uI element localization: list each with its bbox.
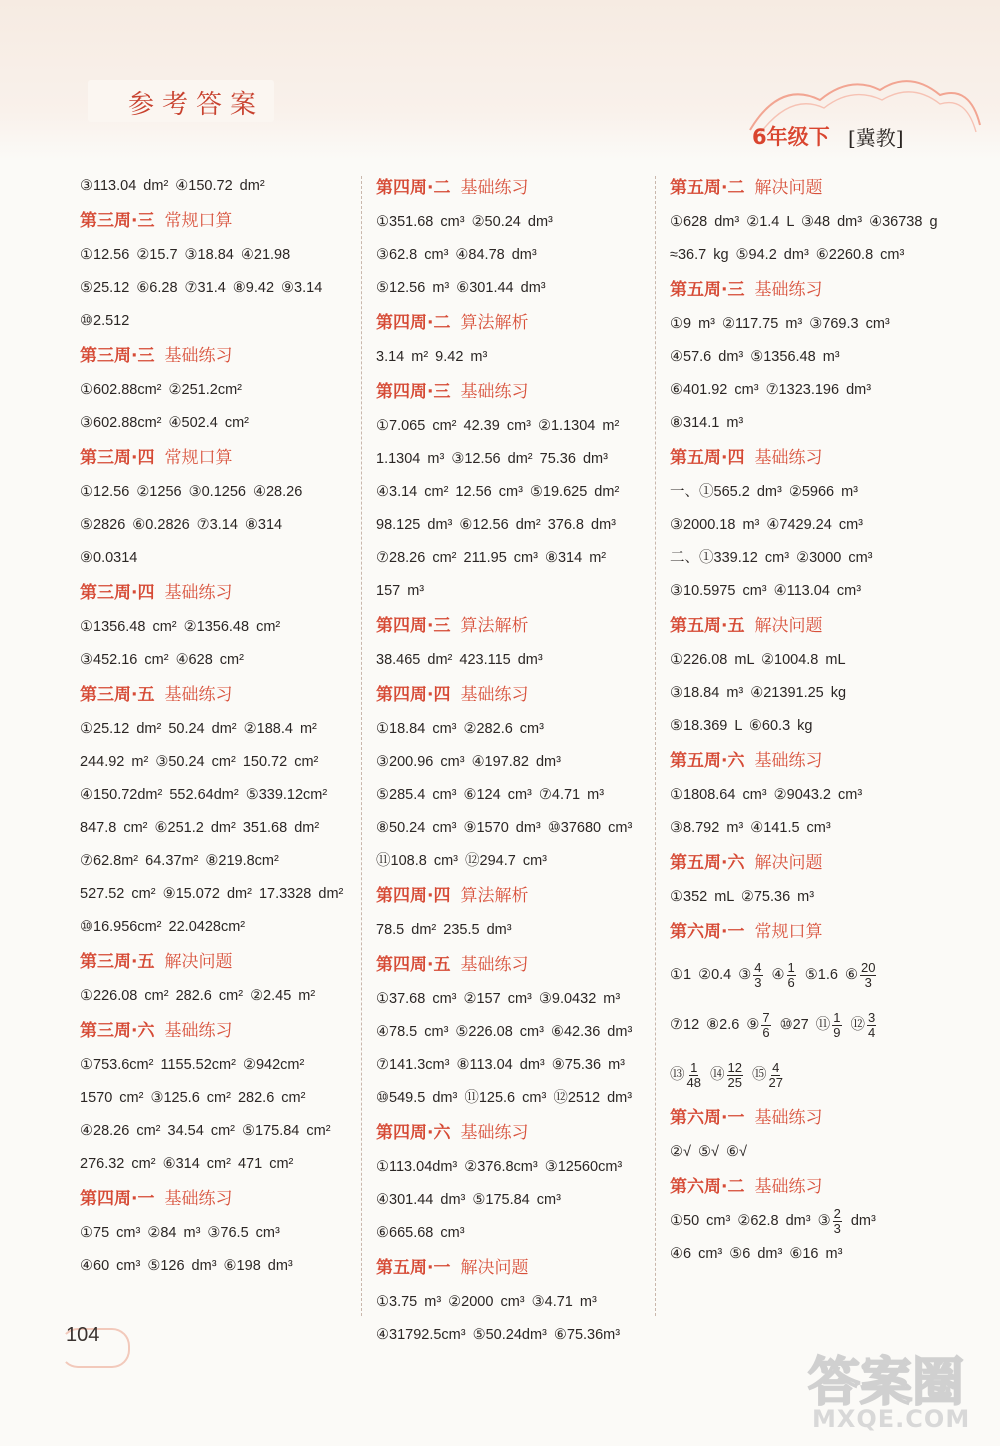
- answer-line: [80, 509, 365, 542]
- answer-text: ③62.8 cm³ ④84.78 dm³: [376, 247, 537, 263]
- section-title: [670, 743, 955, 779]
- answer-text: ①351.68 cm³ ②50.24 dm³: [376, 214, 553, 230]
- answer-section: [376, 374, 661, 608]
- answer-text: ⑫: [843, 1017, 866, 1033]
- section-week: 第三周·五: [80, 952, 155, 972]
- fraction-denominator: 9: [833, 1024, 841, 1040]
- answer-line: [670, 1136, 955, 1169]
- answer-section: [80, 677, 365, 944]
- answer-line: [80, 170, 365, 203]
- section-week: 第四周·三: [376, 616, 451, 636]
- section-week: 第五周·五: [670, 616, 745, 636]
- answer-section: [80, 1181, 365, 1283]
- answer-line: [376, 914, 661, 947]
- fraction: [753, 961, 762, 990]
- answer-text: ⑮: [744, 1067, 767, 1083]
- fraction-denominator: 6: [787, 974, 795, 990]
- page-number: 104: [66, 1324, 100, 1346]
- answer-line: [80, 878, 365, 911]
- watermark-text: 答案圈: [808, 1353, 965, 1413]
- answer-line: [376, 1184, 661, 1217]
- section-kind: 基础练习: [754, 751, 823, 771]
- answer-line: [670, 881, 955, 914]
- answer-line: [376, 272, 661, 305]
- answer-text: ③452.16 cm² ④628 cm²: [80, 652, 244, 668]
- answer-line: [80, 374, 365, 407]
- answer-text: ④6 cm³ ⑤6 dm³ ⑥16 m³: [670, 1246, 843, 1262]
- answer-text: ⑨0.0314: [80, 550, 138, 566]
- fraction-denominator: 3: [864, 974, 872, 990]
- section-title: [670, 608, 955, 644]
- fraction-denominator: 27: [768, 1074, 783, 1090]
- answer-text: ⑧50.24 cm³ ⑨1570 dm³ ⑩37680 cm³: [376, 820, 633, 836]
- answer-line: [376, 1016, 661, 1049]
- section-title: [80, 338, 365, 374]
- section-kind: 常规口算: [754, 922, 823, 942]
- answer-line: [376, 476, 661, 509]
- answer-line: [376, 239, 661, 272]
- section-kind: 基础练习: [164, 1021, 233, 1041]
- answer-line: [80, 476, 365, 509]
- answer-section: [670, 743, 955, 845]
- section-title: [80, 677, 365, 713]
- section-title: [376, 878, 661, 914]
- answer-text: 847.8 cm² ⑥251.2 dm² 351.68 dm²: [80, 820, 320, 836]
- answer-text: 78.5 dm² 235.5 dm³: [376, 922, 512, 938]
- section-title: [80, 1013, 365, 1049]
- answer-line: [80, 779, 365, 812]
- answer-text: ≈36.7 kg ⑤94.2 dm³ ⑥2260.8 cm³: [670, 247, 905, 263]
- answer-text: ①18.84 cm³ ②282.6 cm³: [376, 721, 544, 737]
- answer-line: [376, 542, 661, 575]
- section-kind: 基础练习: [754, 448, 823, 468]
- answer-line: [376, 509, 661, 542]
- section-kind: 基础练习: [754, 280, 823, 300]
- answer-line: [376, 779, 661, 812]
- answer-line: [376, 206, 661, 239]
- answer-text: ⑧314.1 m³: [670, 415, 744, 431]
- section-title: [376, 1115, 661, 1151]
- section-kind: 常规口算: [164, 448, 233, 468]
- section-title: [376, 947, 661, 983]
- section-week: 第三周·三: [80, 346, 155, 366]
- answer-text: ⑭: [702, 1067, 725, 1083]
- section-title: [80, 944, 365, 980]
- answer-line: [376, 1319, 661, 1352]
- answer-text: ①113.04dm³ ②376.8cm³ ③12560cm³: [376, 1159, 623, 1175]
- answer-text: ①12.56 ②15.7 ③18.84 ④21.98: [80, 247, 291, 263]
- section-title: [670, 1169, 955, 1205]
- answer-column-2: [376, 170, 661, 1352]
- section-week: 第四周·三: [376, 382, 451, 402]
- answer-section: [80, 338, 365, 440]
- answer-text: ①1808.64 cm³ ②9043.2 cm³: [670, 787, 863, 803]
- section-week: 第四周·二: [376, 313, 451, 333]
- answer-text: ③602.88cm² ④502.4 cm²: [80, 415, 250, 431]
- section-title: [376, 374, 661, 410]
- section-title: [670, 1100, 955, 1136]
- answer-text: ⑤2826 ⑥0.2826 ⑦3.14 ⑧314: [80, 517, 283, 533]
- answer-line: [80, 644, 365, 677]
- answer-text: ①753.6cm² 1155.52cm² ②942cm²: [80, 1057, 305, 1073]
- section-week: 第四周·一: [80, 1189, 155, 1209]
- fraction-denominator: 3: [833, 1220, 841, 1236]
- answer-text: ③113.04 dm² ④150.72 dm²: [80, 178, 265, 194]
- answer-text: ①226.08 mL ②1004.8 mL: [670, 652, 846, 668]
- answer-line: [376, 1217, 661, 1250]
- answer-text: ③200.96 cm³ ④197.82 dm³: [376, 754, 561, 770]
- section-kind: 常规口算: [164, 211, 233, 231]
- answer-section: [80, 944, 365, 1013]
- answer-text: ①352 mL ②75.36 m³: [670, 889, 815, 905]
- section-title: [80, 575, 365, 611]
- fraction-denominator: 48: [686, 1074, 701, 1090]
- answer-line: [80, 1049, 365, 1082]
- answer-line: [80, 239, 365, 272]
- answer-line: [670, 239, 955, 272]
- answer-section: [376, 947, 661, 1115]
- answer-line: [376, 812, 661, 845]
- section-week: 第六周·一: [670, 922, 745, 942]
- section-week: 第六周·一: [670, 1108, 745, 1128]
- answer-text: ①1356.48 cm² ②1356.48 cm²: [80, 619, 281, 635]
- answer-line: [80, 812, 365, 845]
- answer-section: [670, 914, 955, 1100]
- answer-line: [376, 845, 661, 878]
- section-kind: 解决问题: [754, 178, 823, 198]
- answer-line: [80, 1115, 365, 1148]
- section-kind: 基础练习: [460, 955, 529, 975]
- answer-text: ⑦141.3cm³ ⑧113.04 dm³ ⑨75.36 m³: [376, 1057, 625, 1073]
- answer-section: [670, 440, 955, 608]
- fraction-denominator: 25: [727, 1074, 742, 1090]
- answer-text: ①25.12 dm² 50.24 dm² ②188.4 m²: [80, 721, 317, 737]
- answer-line: [670, 1205, 955, 1238]
- watermark-url: MXQE.COM: [812, 1405, 971, 1433]
- answer-text: ⑩549.5 dm³ ⑪125.6 cm³ ⑫2512 dm³: [376, 1090, 633, 1106]
- answer-line: [376, 443, 661, 476]
- answer-line: [670, 476, 955, 509]
- section-kind: 基础练习: [164, 346, 233, 366]
- section-kind: 解决问题: [164, 952, 233, 972]
- answer-text: ④57.6 dm³ ⑤1356.48 m³: [670, 349, 840, 365]
- answer-text: ④3.14 cm² 12.56 cm³ ⑤19.625 dm²: [376, 484, 620, 500]
- answer-text: 3.14 m² 9.42 m³: [376, 349, 488, 365]
- section-week: 第三周·四: [80, 583, 155, 603]
- fraction: [833, 1207, 842, 1236]
- answer-text: ①3.75 m³ ②2000 cm³ ③4.71 m³: [376, 1294, 597, 1310]
- answer-text: ①37.68 cm³ ②157 cm³ ③9.0432 m³: [376, 991, 621, 1007]
- answer-line: [80, 713, 365, 746]
- answer-text: ①12.56 ②1256 ③0.1256 ④28.26: [80, 484, 303, 500]
- answer-text: ③2000.18 m³ ④7429.24 cm³: [670, 517, 863, 533]
- answer-section: [376, 1115, 661, 1250]
- fraction: [787, 961, 796, 990]
- fraction-numerator: 3: [868, 1009, 876, 1025]
- answer-section: [376, 1250, 661, 1352]
- fraction: [687, 1061, 701, 1090]
- section-title: [376, 608, 661, 644]
- answer-text: ⑦28.26 cm² 211.95 cm³ ⑧314 m²: [376, 550, 607, 566]
- answer-section: [376, 305, 661, 374]
- answer-line: [80, 272, 365, 305]
- section-kind: 基础练习: [164, 583, 233, 603]
- answer-line: [376, 1286, 661, 1319]
- section-week: 第五周·三: [670, 280, 745, 300]
- answer-text: ⑤285.4 cm³ ⑥124 cm³ ⑦4.71 m³: [376, 787, 605, 803]
- section-kind: 基础练习: [460, 685, 529, 705]
- answer-line: [670, 950, 955, 1000]
- fraction: [867, 1011, 876, 1040]
- answer-line: [80, 980, 365, 1013]
- answer-line: [80, 845, 365, 878]
- section-kind: 算法解析: [460, 616, 529, 636]
- section-kind: 解决问题: [460, 1258, 529, 1278]
- section-title: [80, 440, 365, 476]
- answer-text: ①226.08 cm² 282.6 cm² ②2.45 m²: [80, 988, 316, 1004]
- section-week: 第五周·二: [670, 178, 745, 198]
- answer-line: [670, 779, 955, 812]
- answer-text: 38.465 dm² 423.115 dm³: [376, 652, 543, 668]
- answer-section: [376, 677, 661, 878]
- section-week: 第五周·六: [670, 853, 745, 873]
- answer-line: [670, 1000, 955, 1050]
- section-kind: 基础练习: [164, 1189, 233, 1209]
- fraction-numerator: 4: [772, 1059, 780, 1075]
- answer-line: [670, 341, 955, 374]
- answer-line: [376, 713, 661, 746]
- answer-text: ④78.5 cm³ ⑤226.08 cm³ ⑥42.36 dm³: [376, 1024, 633, 1040]
- section-title: [376, 170, 661, 206]
- answer-line: [670, 677, 955, 710]
- section-kind: 基础练习: [460, 178, 529, 198]
- section-week: 第六周·二: [670, 1177, 745, 1197]
- fraction-numerator: 1: [690, 1059, 698, 1075]
- fraction: [761, 1011, 770, 1040]
- edition-label: [冀教]: [848, 126, 904, 150]
- answer-line: [80, 1082, 365, 1115]
- answer-line: [376, 746, 661, 779]
- answer-text: ④60 cm³ ⑤126 dm³ ⑥198 dm³: [80, 1258, 293, 1274]
- answer-line: [80, 1250, 365, 1283]
- answer-text: ⑩27 ⑪: [772, 1017, 831, 1033]
- answer-line: [670, 812, 955, 845]
- section-week: 第三周·六: [80, 1021, 155, 1041]
- answer-text: ④: [764, 967, 785, 983]
- answer-section: [670, 1169, 955, 1271]
- section-title: [670, 914, 955, 950]
- answer-section: [376, 878, 661, 947]
- grade-label: 6年级下: [752, 125, 830, 149]
- answer-text: ③10.5975 cm³ ④113.04 cm³: [670, 583, 862, 599]
- answer-text: ①602.88cm² ②251.2cm²: [80, 382, 242, 398]
- section-kind: 解决问题: [754, 853, 823, 873]
- section-week: 第五周·一: [376, 1258, 451, 1278]
- answer-section: [670, 1100, 955, 1169]
- answer-section: [376, 608, 661, 677]
- answer-text: 一、①565.2 dm³ ②5966 m³: [670, 484, 859, 500]
- answer-text: ⑦62.8m² 64.37m² ⑧219.8cm²: [80, 853, 279, 869]
- answer-section: [376, 170, 661, 305]
- fraction: [727, 1061, 743, 1090]
- fraction: [769, 1061, 783, 1090]
- section-title: [670, 272, 955, 308]
- answer-text: ①75 cm³ ②84 m³ ③76.5 cm³: [80, 1225, 280, 1241]
- answer-line: [376, 644, 661, 677]
- answer-line: [376, 983, 661, 1016]
- answer-line: [376, 1049, 661, 1082]
- answer-line: [670, 575, 955, 608]
- fraction-numerator: 12: [727, 1059, 742, 1075]
- answer-line: [80, 911, 365, 944]
- answer-text: 157 m³: [376, 583, 425, 599]
- answer-line: [670, 710, 955, 743]
- page-title: 参考答案: [128, 90, 265, 120]
- answer-line: [670, 1050, 955, 1100]
- answer-line: [670, 308, 955, 341]
- answer-text: 1.1304 m³ ③12.56 dm² 75.36 dm³: [376, 451, 608, 467]
- section-kind: 基础练习: [754, 1177, 823, 1197]
- answer-text: ⑤25.12 ⑥6.28 ⑦31.4 ⑧9.42 ⑨3.14: [80, 280, 323, 296]
- fraction: [860, 961, 876, 990]
- answer-text: ②√ ⑤√ ⑥√: [670, 1144, 747, 1160]
- section-kind: 基础练习: [460, 382, 529, 402]
- section-week: 第四周·二: [376, 178, 451, 198]
- section-title: [670, 845, 955, 881]
- answer-text: ①628 dm³ ②1.4 L ③48 dm³ ④36738 g: [670, 214, 938, 230]
- answer-text: ⑤1.6 ⑥: [797, 967, 858, 983]
- answer-section: [80, 203, 365, 338]
- answer-text: ⑥401.92 cm³ ⑦1323.196 dm³: [670, 382, 872, 398]
- answer-line: [670, 206, 955, 239]
- answer-section: [670, 608, 955, 743]
- answer-section: [80, 575, 365, 677]
- section-title: [376, 677, 661, 713]
- answer-text: ⑩16.956cm² 22.0428cm²: [80, 919, 246, 935]
- section-week: 第三周·四: [80, 448, 155, 468]
- section-week: 第四周·四: [376, 886, 451, 906]
- answer-line: [376, 410, 661, 443]
- fraction-denominator: 6: [762, 1024, 770, 1040]
- answer-column-1: [80, 170, 365, 1283]
- section-week: 第四周·六: [376, 1123, 451, 1143]
- answer-text: 276.32 cm² ⑥314 cm² 471 cm²: [80, 1156, 294, 1172]
- section-title: [80, 203, 365, 239]
- answer-line: [670, 542, 955, 575]
- answer-text: ①50 cm³ ②62.8 dm³ ③: [670, 1213, 831, 1229]
- answer-text: ④301.44 dm³ ⑤175.84 cm³: [376, 1192, 561, 1208]
- answer-text: ③18.84 m³ ④21391.25 kg: [670, 685, 847, 701]
- answer-line: [80, 1148, 365, 1181]
- answer-text: 98.125 dm³ ⑥12.56 dm² 376.8 dm³: [376, 517, 616, 533]
- answer-line: [80, 611, 365, 644]
- answer-line: [670, 509, 955, 542]
- section-kind: 基础练习: [754, 1108, 823, 1128]
- answer-text: ④150.72dm² 552.64dm² ⑤339.12cm²: [80, 787, 328, 803]
- answer-line: [670, 407, 955, 440]
- fraction-denominator: 3: [754, 974, 762, 990]
- answer-section: [80, 440, 365, 575]
- answer-text: dm³: [843, 1213, 876, 1229]
- answer-section: [670, 170, 955, 272]
- answer-text: ①7.065 cm² 42.39 cm³ ②1.1304 m²: [376, 418, 620, 434]
- section-title: [376, 305, 661, 341]
- answer-line: [670, 1238, 955, 1271]
- answer-text: ④31792.5cm³ ⑤50.24dm³ ⑥75.36m³: [376, 1327, 621, 1343]
- section-week: 第四周·四: [376, 685, 451, 705]
- section-week: 第五周·六: [670, 751, 745, 771]
- answer-text: ⑥665.68 cm³: [376, 1225, 465, 1241]
- answer-column-3: [670, 170, 955, 1271]
- page-header: [0, 0, 1000, 160]
- fraction: [832, 1011, 841, 1040]
- answer-line: [80, 746, 365, 779]
- answer-section: [80, 1013, 365, 1181]
- fraction-numerator: 4: [754, 959, 762, 975]
- fraction-numerator: 2: [833, 1205, 841, 1221]
- answer-section: [80, 170, 365, 203]
- answer-line: [376, 341, 661, 374]
- answer-text: ①1 ②0.4 ③: [670, 967, 752, 983]
- answer-text: ⑪108.8 cm³ ⑫294.7 cm³: [376, 853, 547, 869]
- answer-text: ①9 m³ ②117.75 m³ ③769.3 cm³: [670, 316, 890, 332]
- answer-line: [376, 1082, 661, 1115]
- answer-text: ⑦12 ⑧2.6 ⑨: [670, 1017, 760, 1033]
- section-kind: 解决问题: [754, 616, 823, 636]
- answer-text: ③8.792 m³ ④141.5 cm³: [670, 820, 831, 836]
- answer-text: ⑩2.512: [80, 313, 130, 329]
- answer-section: [670, 845, 955, 914]
- fraction-numerator: 20: [861, 959, 876, 975]
- answer-text: 527.52 cm² ⑨15.072 dm² 17.3328 dm²: [80, 886, 344, 902]
- answer-text: ⑬: [670, 1067, 685, 1083]
- section-title: [670, 170, 955, 206]
- section-title: [670, 440, 955, 476]
- section-kind: 算法解析: [460, 886, 529, 906]
- answer-text: ④28.26 cm² 34.54 cm² ⑤175.84 cm²: [80, 1123, 331, 1139]
- answer-line: [80, 1217, 365, 1250]
- answer-text: 1570 cm² ③125.6 cm² 282.6 cm²: [80, 1090, 306, 1106]
- section-kind: 算法解析: [460, 313, 529, 333]
- answer-line: [670, 374, 955, 407]
- answer-text: ⑤12.56 m³ ⑥301.44 dm³: [376, 280, 546, 296]
- section-week: 第四周·五: [376, 955, 451, 975]
- fraction-numerator: 1: [833, 1009, 841, 1025]
- answer-text: ⑤18.369 L ⑥60.3 kg: [670, 718, 813, 734]
- section-week: 第三周·三: [80, 211, 155, 231]
- answer-section: [670, 272, 955, 440]
- answer-line: [670, 644, 955, 677]
- fraction-numerator: 7: [762, 1009, 770, 1025]
- section-kind: 基础练习: [164, 685, 233, 705]
- fraction-numerator: 1: [787, 959, 795, 975]
- section-week: 第三周·五: [80, 685, 155, 705]
- answer-text: 244.92 m² ③50.24 cm² 150.72 cm²: [80, 754, 319, 770]
- section-week: 第五周·四: [670, 448, 745, 468]
- section-title: [80, 1181, 365, 1217]
- answer-line: [80, 407, 365, 440]
- section-title: [376, 1250, 661, 1286]
- answer-line: [80, 542, 365, 575]
- answer-line: [80, 305, 365, 338]
- answer-line: [376, 575, 661, 608]
- section-kind: 基础练习: [460, 1123, 529, 1143]
- fraction-denominator: 4: [868, 1024, 876, 1040]
- answer-line: [376, 1151, 661, 1184]
- answer-text: 二、①339.12 cm³ ②3000 cm³: [670, 550, 873, 566]
